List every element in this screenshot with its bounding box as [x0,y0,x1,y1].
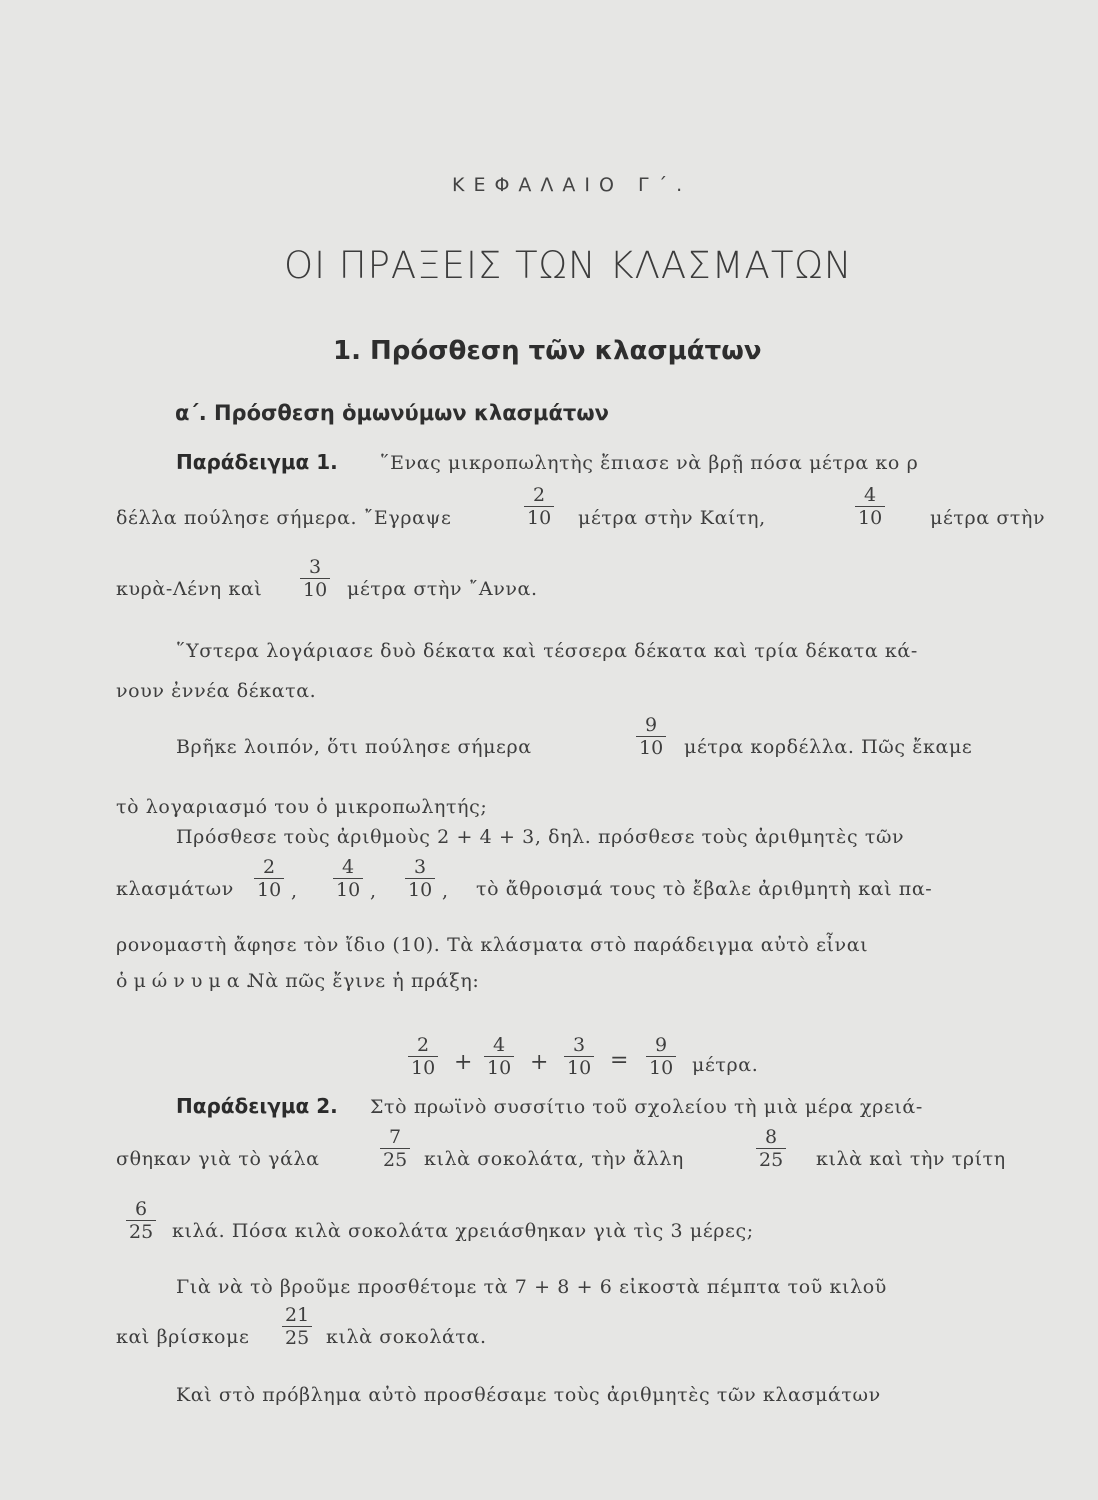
equation-unit: μέτρα. [692,1054,759,1076]
equation-fraction-1: $\frac{2}{10}$ [408,1034,438,1079]
equals-sign: = [610,1048,629,1073]
ex1-para4-b: τὸ ἄθροισμά τους τὸ ἔβαλε ἀριθμητὴ καὶ πα- [476,878,933,900]
fraction-2-10: $\frac{2}{10}$ [524,484,554,529]
plus-sign-2: + [530,1050,549,1075]
ex1-line-2b: μέτρα στὴν Καίτη, [578,507,766,529]
fraction-21-25: $\frac{21}{25}$ [282,1304,312,1349]
comma-1: , [291,880,298,902]
list-fraction-2: $\frac{4}{10}$ [333,856,363,901]
ex1-line-2c: μέτρα στὴν [930,507,1046,529]
ex1-para4-line4b: Νὰ πῶς ἔγινε ἡ πράξη: [248,970,480,992]
ex1-para2-line2: νουν ἐννέα δέκατα. [116,680,317,702]
fraction-8-25: $\frac{8}{25}$ [756,1126,786,1171]
page-title: ΟΙ ΠΡΑΞΕΙΣ ΤΩΝ ΚΛΑΣΜΑΤΩΝ [284,244,853,287]
ex2-line-2c: κιλὰ καὶ τὴν τρίτη [816,1148,1006,1170]
fraction-9-10: $\frac{9}{10}$ [636,714,666,759]
ex1-para4-line4a: ὁμώνυμα. [116,970,258,992]
ex2-para3-line1: Καὶ στὸ πρόβλημα αὐτὸ προσθέσαμε τοὺς ἀριθμητὲς τῶν κλασμάτων [176,1384,881,1406]
comma-3: , [442,880,449,902]
ex1-para2-line1: ῞Υστερα λογάριασε δυὸ δέκατα καὶ τέσσερα δέκατα καὶ τρία δέκατα κά- [176,640,918,662]
ex2-line-3: κιλά. Πόσα κιλὰ σοκολάτα χρειάσθηκαν γιὰ τὶς 3 μέρες; [172,1220,754,1242]
section-heading: 1. Πρόσθεση τῶν κλασμάτων [333,336,762,366]
subsection-heading: α΄. Πρόσθεση ὁμωνύμων κλασμάτων [175,401,609,425]
plus-sign-1: + [454,1050,473,1075]
ex2-line-1: Στὸ πρωϊνὸ συσσίτιο τοῦ σχολείου τὴ μιὰ μέρα χρειά- [370,1096,923,1118]
ex2-line-2a: σθηκαν γιὰ τὸ γάλα [116,1148,320,1170]
list-fraction-3: $\frac{3}{10}$ [405,856,435,901]
equation-fraction-2: $\frac{4}{10}$ [484,1034,514,1079]
ex1-line-2a: δέλλα πούλησε σήμερα. ῎Εγραψε [116,507,452,529]
ex2-para2-a: καὶ βρίσκομε [116,1326,250,1348]
chapter-heading: ΚΕΦΑΛΑΙΟ Γ΄. [452,174,692,196]
comma-2: , [370,880,377,902]
example-1-label: Παράδειγμα 1. [176,450,338,474]
equation-fraction-3: $\frac{3}{10}$ [564,1034,594,1079]
ex1-line-1: ῞Ενας μικροπωλητὴς ἔπιασε νὰ βρῇ πόσα μέτρα κο ρ [380,452,919,474]
fraction-7-25: $\frac{7}{25}$ [380,1126,410,1171]
ex1-para3-a: Βρῆκε λοιπόν, ὅτι πούλησε σήμερα [176,736,532,758]
example-2-label: Παράδειγμα 2. [176,1094,338,1118]
fraction-3-10: $\frac{3}{10}$ [300,556,330,601]
ex1-line-3a: κυρὰ-Λένη καὶ [116,578,263,600]
ex1-para4-a: κλασμάτων [116,878,234,900]
list-fraction-1: $\frac{2}{10}$ [254,856,284,901]
ex1-para3-b: μέτρα κορδέλλα. Πῶς ἔκαμε [684,736,973,758]
ex2-para2-b: κιλὰ σοκολάτα. [326,1326,487,1348]
fraction-4-10: $\frac{4}{10}$ [855,484,885,529]
equation-fraction-result: $\frac{9}{10}$ [646,1034,676,1079]
ex2-para2-line1: Γιὰ νὰ τὸ βροῦμε προσθέτομε τὰ 7 + 8 + 6 εἰκοστὰ πέμπτα τοῦ κιλοῦ [176,1276,887,1298]
ex2-line-2b: κιλὰ σοκολάτα, τὴν ἄλλη [424,1148,684,1170]
ex1-line-3b: μέτρα στὴν ῎Αννα. [347,578,538,600]
ex1-para4-line1: Πρόσθεσε τοὺς ἀριθμοὺς 2 + 4 + 3, δηλ. πρόσθεσε τοὺς ἀριθμητὲς τῶν [176,826,905,848]
fraction-6-25: $\frac{6}{25}$ [126,1198,156,1243]
ex1-para4-line3: ρονομαστὴ ἄφησε τὸν ἴδιο (10). Τὰ κλάσματα στὸ παράδειγμα αὐτὸ εἶναι [116,934,869,956]
ex1-para3-line2: τὸ λογαριασμό του ὁ μικροπωλητής; [116,796,488,818]
